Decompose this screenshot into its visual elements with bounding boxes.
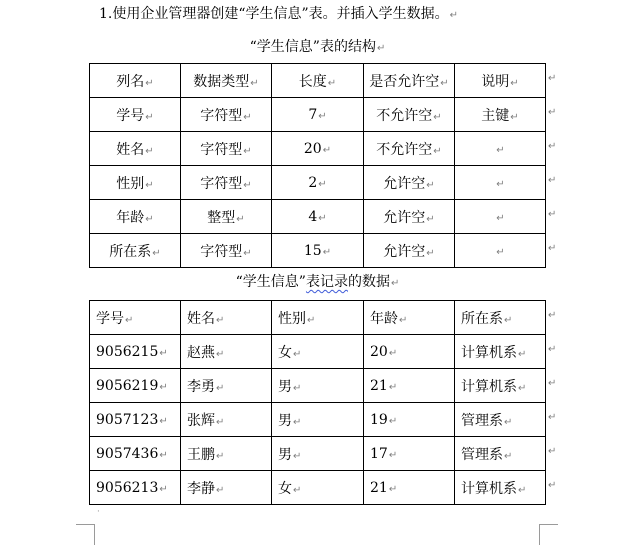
structure-cell bbox=[181, 234, 272, 268]
cell-text: 9056219 bbox=[96, 377, 159, 394]
structure-cell bbox=[272, 98, 364, 132]
cell-text: 不允许空 bbox=[376, 107, 433, 124]
cell-text: 21 bbox=[370, 377, 388, 394]
cell-mark-icon: ↵ bbox=[293, 382, 302, 394]
cell-text: 字符型 bbox=[200, 107, 243, 124]
data-cell bbox=[364, 471, 455, 505]
cell-text: 赵燕 bbox=[187, 344, 215, 361]
cell-text: 王鹏 bbox=[187, 446, 215, 463]
data-table-caption bbox=[0, 272, 635, 294]
cell-mark-icon: ↵ bbox=[236, 213, 245, 225]
data-header-row bbox=[90, 301, 546, 335]
cell-text: 计算机系 bbox=[461, 344, 517, 361]
data-header-cell bbox=[455, 301, 546, 335]
data-cell bbox=[364, 369, 455, 403]
cell-text: 李勇 bbox=[187, 378, 215, 395]
cell-mark-icon: ↵ bbox=[145, 213, 154, 225]
paragraph-mark-icon: ↵ bbox=[449, 10, 459, 21]
cell-mark-icon: ↵ bbox=[504, 450, 513, 462]
cell-mark-icon: ↵ bbox=[216, 484, 225, 496]
instruction-content: 1.使用企业管理器创建“学生信息”表。并插入学生数据。 bbox=[99, 6, 449, 22]
cell-mark-icon: ↵ bbox=[426, 213, 435, 225]
cell-text: 整型 bbox=[207, 209, 236, 226]
cell-text: 2 bbox=[308, 174, 318, 191]
cell-mark-icon: ↵ bbox=[318, 212, 327, 224]
cell-mark-icon: ↵ bbox=[159, 483, 168, 495]
cell-mark-icon: ↵ bbox=[504, 416, 513, 428]
cell-mark-icon: ↵ bbox=[145, 111, 154, 123]
data-cell bbox=[181, 369, 272, 403]
cell-text: 年龄 bbox=[116, 209, 145, 226]
row-end-mark-icon: ↵ bbox=[548, 378, 557, 389]
row-end-mark-icon: ↵ bbox=[548, 412, 557, 423]
data-cell bbox=[272, 335, 364, 369]
cell-text: 17 bbox=[370, 445, 388, 462]
cell-text: 9056215 bbox=[96, 343, 159, 360]
structure-cell bbox=[364, 200, 455, 234]
cell-mark-icon: ↵ bbox=[388, 347, 398, 359]
cell-text: 说明 bbox=[481, 73, 510, 90]
data-cell bbox=[181, 403, 272, 437]
cell-text: 男 bbox=[278, 446, 292, 463]
data-header-cell bbox=[272, 301, 364, 335]
cell-text: 女 bbox=[278, 344, 292, 361]
cell-mark-icon: ↵ bbox=[293, 484, 302, 496]
cell-text: 男 bbox=[278, 412, 292, 429]
row-end-mark-icon: ↵ bbox=[548, 344, 557, 355]
row-end-mark-icon: ↵ bbox=[548, 446, 557, 457]
data-cell bbox=[455, 437, 546, 471]
cell-mark-icon: ↵ bbox=[518, 348, 527, 360]
row-end-mark-icon: ↵ bbox=[548, 209, 557, 220]
structure-cell bbox=[272, 132, 364, 166]
row-end-mark-icon: ↵ bbox=[548, 310, 557, 321]
cell-mark-icon: ↵ bbox=[496, 246, 505, 258]
cell-mark-icon: ↵ bbox=[510, 111, 519, 123]
cell-mark-icon: ↵ bbox=[399, 314, 408, 326]
data-header-cell bbox=[364, 301, 455, 335]
cell-text: 学号 bbox=[96, 310, 124, 327]
cell-text: 计算机系 bbox=[461, 480, 517, 497]
page-margin-corner-right bbox=[539, 524, 558, 545]
cell-text: 所在系 bbox=[461, 310, 503, 327]
row-end-mark-icon: ↵ bbox=[548, 175, 557, 186]
structure-cell bbox=[455, 98, 546, 132]
structure-cell bbox=[364, 166, 455, 200]
structure-caption-text: “学生信息”表的结构 bbox=[249, 39, 376, 55]
data-cell bbox=[364, 335, 455, 369]
cell-mark-icon: ↵ bbox=[388, 483, 398, 495]
data-table bbox=[89, 300, 546, 505]
cell-mark-icon: ↵ bbox=[243, 145, 252, 157]
cell-mark-icon: ↵ bbox=[433, 145, 442, 157]
structure-cell bbox=[455, 200, 546, 234]
row-end-mark-icon: ↵ bbox=[548, 243, 557, 254]
cell-text: 性别 bbox=[116, 175, 145, 192]
data-cell bbox=[272, 471, 364, 505]
cell-mark-icon: ↵ bbox=[327, 77, 337, 89]
cell-text: 15 bbox=[303, 242, 322, 259]
structure-cell bbox=[455, 234, 546, 268]
cell-text: 7 bbox=[308, 106, 318, 123]
cell-mark-icon: ↵ bbox=[426, 179, 435, 191]
cell-mark-icon: ↵ bbox=[250, 77, 259, 89]
cell-mark-icon: ↵ bbox=[243, 247, 252, 259]
cell-text: 列名 bbox=[116, 73, 145, 90]
structure-cell bbox=[181, 132, 272, 166]
data-cell bbox=[272, 369, 364, 403]
cell-mark-icon: ↵ bbox=[293, 450, 302, 462]
cell-text: 20 bbox=[303, 140, 322, 157]
cell-text: 9057436 bbox=[96, 445, 159, 462]
data-caption-suffix: 的数据 bbox=[347, 274, 390, 290]
cell-mark-icon: ↵ bbox=[496, 212, 505, 224]
cell-text: 李静 bbox=[187, 480, 215, 497]
cell-mark-icon: ↵ bbox=[159, 381, 168, 393]
data-cell bbox=[272, 437, 364, 471]
cell-text: 允许空 bbox=[383, 243, 426, 260]
cell-text: 4 bbox=[308, 208, 318, 225]
row-end-mark-icon: ↵ bbox=[548, 480, 557, 491]
paragraph-mark-icon: ↵ bbox=[376, 43, 386, 54]
structure-cell bbox=[272, 166, 364, 200]
structure-header-cell bbox=[272, 64, 364, 98]
cell-mark-icon: ↵ bbox=[145, 77, 154, 89]
cell-text: 数据类型 bbox=[193, 73, 250, 90]
structure-header-cell bbox=[90, 64, 181, 98]
structure-header-cell bbox=[364, 64, 455, 98]
data-cell bbox=[90, 437, 181, 471]
cell-text: 女 bbox=[278, 480, 292, 497]
cell-text: 字符型 bbox=[200, 141, 243, 158]
cell-mark-icon: ↵ bbox=[159, 415, 168, 427]
structure-cell bbox=[455, 132, 546, 166]
data-cell bbox=[455, 403, 546, 437]
cell-mark-icon: ↵ bbox=[145, 179, 154, 191]
cell-text: 允许空 bbox=[383, 175, 426, 192]
data-header-cell bbox=[181, 301, 272, 335]
row-end-mark-icon: ↵ bbox=[548, 107, 557, 118]
data-row bbox=[90, 437, 546, 471]
cell-mark-icon: ↵ bbox=[433, 111, 442, 123]
structure-cell bbox=[364, 132, 455, 166]
data-cell bbox=[181, 471, 272, 505]
cell-text: 主键 bbox=[481, 107, 510, 124]
data-cell bbox=[90, 369, 181, 403]
structure-cell bbox=[181, 200, 272, 234]
data-cell bbox=[455, 335, 546, 369]
cell-mark-icon: ↵ bbox=[159, 449, 168, 461]
spellcheck-underlined-text: 表记录 bbox=[305, 274, 348, 290]
cell-mark-icon: ↵ bbox=[496, 178, 505, 190]
cell-mark-icon: ↵ bbox=[510, 77, 519, 89]
data-cell bbox=[90, 403, 181, 437]
structure-cell bbox=[364, 98, 455, 132]
structure-cell bbox=[364, 234, 455, 268]
cell-text: 不允许空 bbox=[376, 141, 433, 158]
row-end-mark-icon: ↵ bbox=[548, 73, 557, 84]
cell-text: 允许空 bbox=[383, 209, 426, 226]
data-caption-prefix: “学生信息” bbox=[235, 274, 306, 290]
cell-text: 9057123 bbox=[96, 411, 159, 428]
cell-mark-icon: ↵ bbox=[145, 145, 154, 157]
cell-text: 所在系 bbox=[109, 243, 152, 260]
row-end-mark-icon: ↵ bbox=[548, 141, 557, 152]
structure-cell bbox=[181, 98, 272, 132]
paragraph-mark-icon: ↵ bbox=[390, 278, 400, 289]
cell-mark-icon: ↵ bbox=[322, 144, 332, 156]
data-cell bbox=[364, 437, 455, 471]
cell-text: 21 bbox=[370, 479, 388, 496]
cell-mark-icon: ↵ bbox=[216, 348, 225, 360]
data-row bbox=[90, 369, 546, 403]
cell-text: 20 bbox=[370, 343, 388, 360]
structure-header-cell bbox=[181, 64, 272, 98]
cell-mark-icon: ↵ bbox=[152, 247, 161, 259]
cell-mark-icon: ↵ bbox=[243, 111, 252, 123]
structure-row bbox=[90, 166, 546, 200]
cell-text: 管理系 bbox=[461, 446, 503, 463]
cell-mark-icon: ↵ bbox=[496, 144, 505, 156]
cell-mark-icon: ↵ bbox=[216, 416, 225, 428]
structure-row bbox=[90, 132, 546, 166]
structure-cell bbox=[90, 166, 181, 200]
structure-header-row bbox=[90, 64, 546, 98]
cell-mark-icon: ↵ bbox=[440, 77, 449, 89]
structure-row bbox=[90, 234, 546, 268]
structure-cell bbox=[181, 166, 272, 200]
instruction-text bbox=[99, 4, 458, 26]
cell-text: 姓名 bbox=[187, 310, 215, 327]
cell-mark-icon: ↵ bbox=[322, 246, 332, 258]
data-cell bbox=[181, 335, 272, 369]
cell-mark-icon: ↵ bbox=[216, 314, 225, 326]
data-cell bbox=[90, 335, 181, 369]
data-cell bbox=[181, 437, 272, 471]
data-cell bbox=[455, 369, 546, 403]
cell-mark-icon: ↵ bbox=[159, 347, 168, 359]
cell-mark-icon: ↵ bbox=[293, 348, 302, 360]
cell-text: 19 bbox=[370, 411, 388, 428]
structure-table bbox=[89, 63, 546, 268]
structure-cell bbox=[90, 234, 181, 268]
cell-mark-icon: ↵ bbox=[216, 382, 225, 394]
cell-mark-icon: ↵ bbox=[388, 449, 398, 461]
structure-cell bbox=[455, 166, 546, 200]
data-cell bbox=[455, 471, 546, 505]
cell-mark-icon: ↵ bbox=[125, 314, 134, 326]
data-row bbox=[90, 403, 546, 437]
cell-text: 字符型 bbox=[200, 243, 243, 260]
cell-text: 张辉 bbox=[187, 412, 215, 429]
cell-mark-icon: ↵ bbox=[318, 110, 327, 122]
cell-text: 学号 bbox=[116, 107, 145, 124]
cell-text: 性别 bbox=[278, 310, 306, 327]
cell-text: 管理系 bbox=[461, 412, 503, 429]
empty-paragraph-mark-icon: · bbox=[97, 507, 100, 517]
structure-cell bbox=[90, 132, 181, 166]
cell-text: 9056213 bbox=[96, 479, 159, 496]
structure-row bbox=[90, 98, 546, 132]
cell-mark-icon: ↵ bbox=[216, 450, 225, 462]
cell-text: 姓名 bbox=[116, 141, 145, 158]
data-cell bbox=[90, 471, 181, 505]
cell-mark-icon: ↵ bbox=[518, 484, 527, 496]
data-cell bbox=[364, 403, 455, 437]
cell-mark-icon: ↵ bbox=[293, 416, 302, 428]
structure-cell bbox=[272, 234, 364, 268]
structure-cell bbox=[90, 98, 181, 132]
data-row bbox=[90, 335, 546, 369]
cell-mark-icon: ↵ bbox=[388, 415, 398, 427]
cell-text: 是否允许空 bbox=[369, 73, 440, 90]
cell-text: 男 bbox=[278, 378, 292, 395]
structure-row bbox=[90, 200, 546, 234]
cell-mark-icon: ↵ bbox=[426, 247, 435, 259]
cell-mark-icon: ↵ bbox=[307, 314, 316, 326]
cell-text: 年龄 bbox=[370, 310, 398, 327]
cell-mark-icon: ↵ bbox=[318, 178, 327, 190]
data-cell bbox=[272, 403, 364, 437]
cell-mark-icon: ↵ bbox=[243, 179, 252, 191]
structure-cell bbox=[272, 200, 364, 234]
cell-mark-icon: ↵ bbox=[504, 314, 513, 326]
structure-header-cell bbox=[455, 64, 546, 98]
cell-text: 计算机系 bbox=[461, 378, 517, 395]
page-margin-corner-left bbox=[76, 524, 95, 545]
cell-mark-icon: ↵ bbox=[518, 382, 527, 394]
cell-text: 字符型 bbox=[200, 175, 243, 192]
cell-mark-icon: ↵ bbox=[388, 381, 398, 393]
structure-cell bbox=[90, 200, 181, 234]
cell-text: 长度 bbox=[298, 73, 327, 90]
data-header-cell bbox=[90, 301, 181, 335]
data-row bbox=[90, 471, 546, 505]
structure-table-caption bbox=[0, 37, 635, 59]
